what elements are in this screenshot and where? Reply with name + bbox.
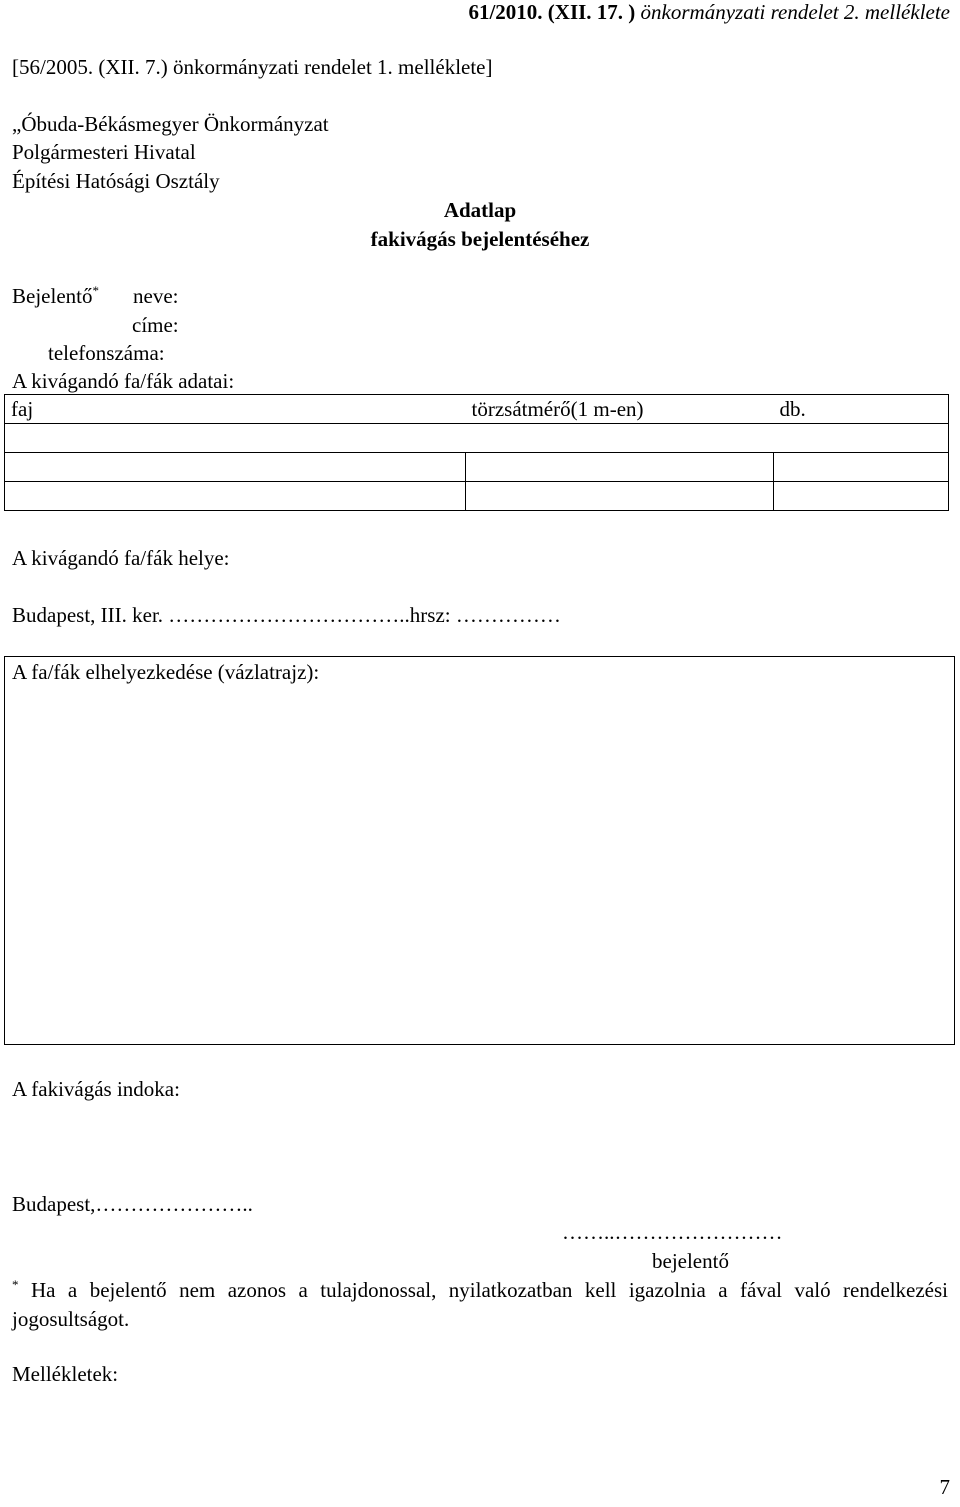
trees-table: [4, 394, 949, 511]
office-name-line3: Építési Hatósági Osztály: [12, 169, 220, 193]
reason-label: A fakivágás indoka:: [12, 1077, 180, 1101]
table-cell[interactable]: [466, 482, 774, 511]
previous-regulation-ref: [56/2005. (XII. 7.) önkormányzati rendelet 1. melléklete]: [12, 55, 493, 79]
office-name-line2: Polgármesteri Hivatal: [12, 140, 196, 164]
table-cell[interactable]: [466, 453, 774, 482]
applicant-asterisk: *: [92, 283, 99, 298]
column-diameter: törzsátmérő(1 m-en): [466, 395, 774, 424]
regulation-number: 61/2010. (XII. 17. ): [468, 0, 636, 24]
location-address-line[interactable]: Budapest, III. ker. ……………………………..hrsz: ……………: [12, 603, 561, 627]
table-cell[interactable]: [5, 453, 466, 482]
attachments-label: Mellékletek:: [12, 1362, 119, 1386]
location-label: A kivágandó fa/fák helye:: [12, 546, 230, 570]
table-cell[interactable]: [5, 424, 949, 453]
office-name-line1: „Óbuda-Békásmegyer Önkormányzat: [12, 112, 329, 136]
table-row: [5, 482, 949, 511]
signature-dots: ……..……………………: [562, 1220, 783, 1244]
applicant-name-label: neve:: [133, 284, 179, 308]
page-number: 7: [939, 1475, 950, 1499]
footnote-text: Ha a bejelentő nem azonos a tulajdonossal, nyilatkozatban kell igazolnia a fával való rendelkezési jogosultságot.: [12, 1278, 949, 1331]
trees-table-header: [5, 395, 949, 424]
applicant-address-label: címe:: [132, 313, 179, 337]
table-cell[interactable]: [5, 482, 466, 511]
column-species: faj: [5, 395, 466, 424]
table-row: [5, 424, 949, 453]
form-title: Adatlap: [443, 198, 517, 222]
signer-label: bejelentő: [652, 1249, 729, 1273]
regulation-annex: önkormányzati rendelet 2. melléklete: [635, 0, 950, 24]
table-cell[interactable]: [774, 453, 949, 482]
applicant-label: [12, 284, 99, 309]
table-row: [5, 453, 949, 482]
place-date-line[interactable]: Budapest,…………………..: [12, 1192, 253, 1216]
trees-section-label: A kivágandó fa/fák adatai:: [12, 369, 235, 393]
form-subtitle: fakivágás bejelentéséhez: [370, 227, 590, 251]
sketch-label: A fa/fák elhelyezkedése (vázlatrajz):: [12, 660, 320, 684]
applicant-phone-label: telefonszáma:: [48, 341, 165, 365]
sketch-box[interactable]: [4, 656, 955, 1045]
applicant-label-text: Bejelentő: [12, 284, 93, 308]
footnote: [12, 1276, 948, 1334]
table-cell[interactable]: [774, 482, 949, 511]
regulation-header: [468, 0, 950, 25]
footnote-marker: *: [12, 1277, 19, 1292]
column-count: db.: [774, 395, 949, 424]
